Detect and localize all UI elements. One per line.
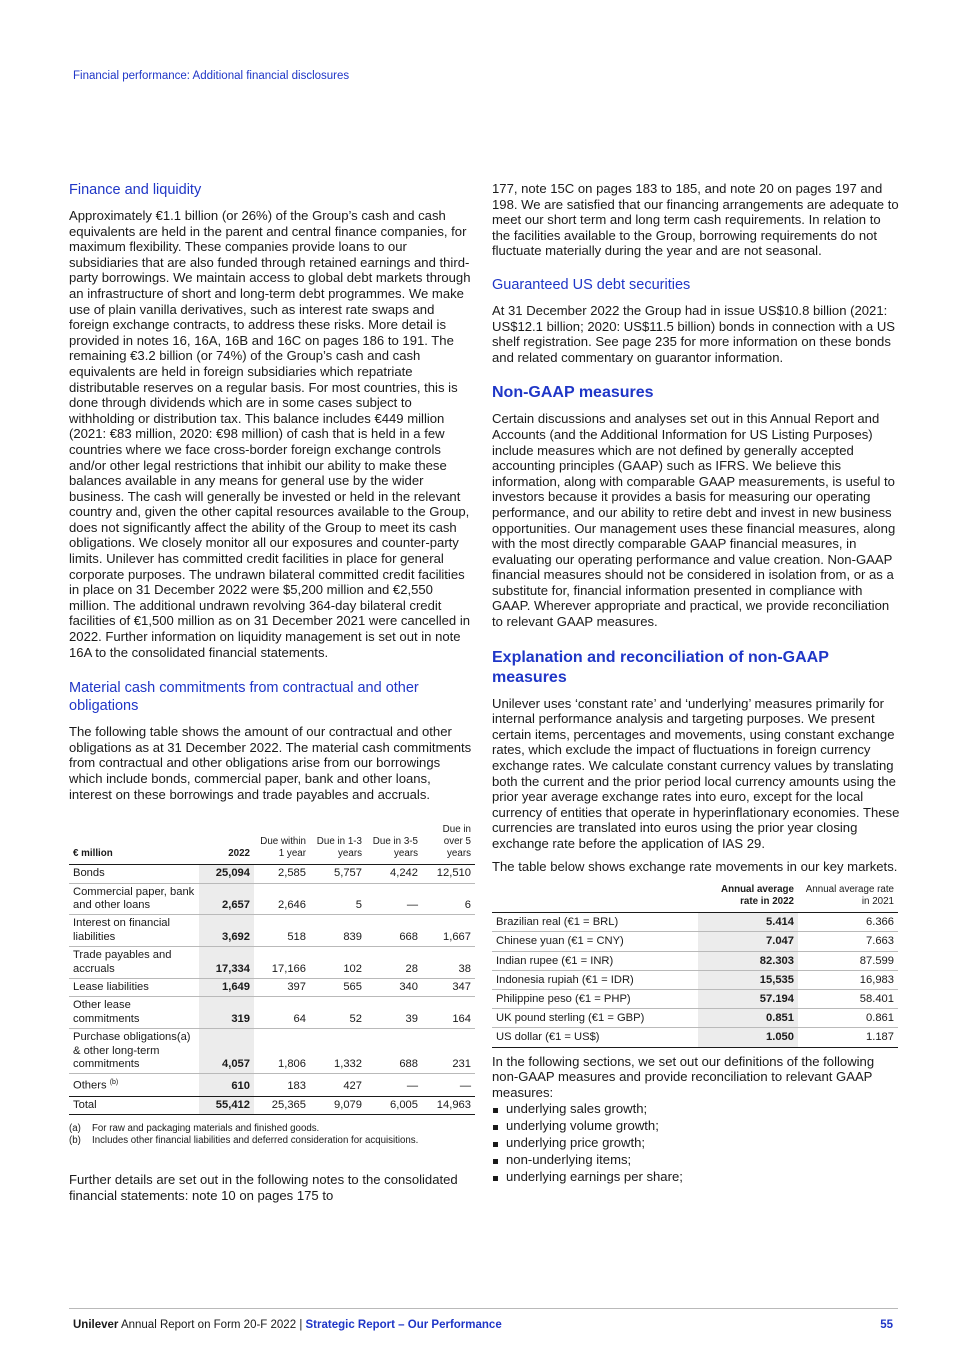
row-label: Total — [69, 1096, 199, 1114]
list-item — [492, 1117, 900, 1134]
finance-body: Approximately €1.1 billion (or 26%) of the Group’s cash and cash equivalents are held in the parent and central finance companies, for maximum flexibility. These companies provide loans to our subsidiaries that are also funded through retained earnings and third-party borrowings. We maintain access to global debt markets through an infrastructure of short and long-term debt programmes. We make use of plain vanilla derivatives, such as interest rate swaps and foreign exchange contracts, to address these risks. More detail is provided in notes 16, 16A, 16B and 16C on pages 186 to 191. The remaining €3.2 billion (or 74%) of the Group’s cash and cash equivalents are held in foreign subsidiaries which repatriate distributable reserves on a regular basis. For most countries, this is done through dividends which are in some cases subject to withholding or distribution tax. This balance includes €449 million (2021: €83 million, 2020: €98 million) of cash that is held in a few countries where we face cross-border foreign exchange controls and/or other legal restrictions that inhibit our ability to make these balances available in any means for general use by the wider business. The cash will generally be invested or held in the relevant country and, given the other capital resources available to the Group, does not significantly affect the ability of the Group to meet its cash obligations. We closely monitor all our exposures and counter-party limits. Unilever has committed credit facilities in place for general corporate purposes. The undrawn bilateral committed credit facilities in place on 31 December 2022 were $5,200 million and €2,550 million. The additional undrawn revolving 364-day bilateral credit facilities of €1,500 million as on 31 December 2021 were cancelled in 2022. Further information on liquidity management is set out in note 16A to the consolidated financial statements. — [69, 208, 471, 660]
explanation-heading: Explanation and reconciliation of non-GAAP measures — [492, 648, 829, 686]
cell: 1,806 — [254, 1029, 310, 1074]
exchange-rate-header — [492, 884, 898, 913]
table-row — [69, 915, 475, 947]
col-header-currency — [492, 884, 698, 913]
cell: 6,005 — [366, 1096, 422, 1114]
currency-label: US dollar (€1 = US$) — [492, 1028, 698, 1047]
cell: 102 — [310, 947, 366, 979]
footer-company: Unilever — [73, 1319, 119, 1331]
row-label: Interest on financial liabilities — [69, 915, 199, 947]
table-row — [69, 865, 475, 883]
further-details: Further details are set out in the following notes to the consolidated financial statements: note 10 on pages 175 to — [69, 1172, 458, 1203]
cell: 183 — [254, 1074, 310, 1096]
rate-2022: 15,535 — [698, 970, 798, 989]
finance-heading: Finance and liquidity — [69, 182, 202, 198]
cell: 5,757 — [310, 865, 366, 883]
footnote-key: (a) — [69, 1123, 81, 1135]
cell: 427 — [310, 1074, 366, 1096]
commitments-heading: Material cash commitments from contractual and other obligations — [69, 680, 419, 715]
table-row — [492, 970, 898, 989]
cell: 397 — [254, 979, 310, 997]
rates-intro: The table below shows exchange rate movements in our key markets. — [492, 858, 898, 874]
rate-2022: 7.047 — [698, 932, 798, 951]
table-row — [492, 1028, 898, 1047]
table-row — [492, 990, 898, 1009]
cell: 668 — [366, 915, 422, 947]
row-label: Other lease commitments — [69, 997, 199, 1029]
cell: 64 — [254, 997, 310, 1029]
col-header-2021: Annual average rate in 2021 — [805, 884, 894, 908]
list-item-text: underlying sales growth; — [506, 1101, 648, 1117]
footer-section-link[interactable]: Strategic Report – Our Performance — [305, 1319, 502, 1331]
cell: 340 — [366, 979, 422, 997]
list-item — [492, 1168, 900, 1185]
bullet-icon — [493, 1125, 498, 1130]
list-item — [492, 1151, 900, 1168]
bullet-icon — [493, 1159, 498, 1164]
footer-separator: | — [299, 1319, 303, 1331]
cell: 9,079 — [310, 1096, 366, 1114]
footnote — [69, 1123, 477, 1135]
table-row — [69, 979, 475, 997]
cell: 14,963 — [422, 1096, 475, 1114]
cell: 6 — [422, 883, 475, 915]
cell: 3,692 — [199, 915, 254, 947]
cell: 1,332 — [310, 1029, 366, 1074]
cell: 28 — [366, 947, 422, 979]
currency-label: Brazilian real (€1 = BRL) — [492, 913, 698, 932]
table-footnotes — [69, 1123, 477, 1147]
cell: 52 — [310, 997, 366, 1029]
footnote-text: Includes other financial liabilities and deferred consideration for acquisitions. — [92, 1135, 419, 1147]
continued-text: 177, note 15C on pages 183 to 185, and note 20 on pages 197 and 198. We are satisfied that our financing arrangements are adequate to meet our short term and long term cash requirements. In relation to the facilities available to the Group, borrowing requirements do not fluctuate materially during the year and are not seasonal. — [492, 181, 899, 259]
list-item — [492, 1134, 900, 1151]
bullet-icon — [493, 1108, 498, 1113]
us-debt-body: At 31 December 2022 the Group had in issue US$10.8 billion (2021: US$12.1 billion; 2020: US$11.5 billion) bonds in connection with a US shelf registration. See page 235 for more information on these bonds and related commentary on guarantor information. — [492, 302, 896, 365]
row-label: Lease liabilities — [69, 979, 199, 997]
cell: 319 — [199, 997, 254, 1029]
cell: 565 — [310, 979, 366, 997]
rate-2021: 58.401 — [798, 990, 898, 1009]
list-item — [492, 1100, 900, 1117]
footer — [73, 1319, 502, 1331]
table-row — [69, 1074, 475, 1096]
measures-list — [492, 1100, 900, 1185]
cell: — — [366, 1074, 422, 1096]
col-header-2022: 2022 — [228, 848, 250, 860]
footnote — [69, 1135, 477, 1147]
col-header-over-5: Due in over 5 years — [442, 824, 471, 860]
cell: 4,242 — [366, 865, 422, 883]
exchange-rate-table — [492, 884, 898, 1047]
commitments-table-header — [69, 824, 475, 865]
cell: 2,646 — [254, 883, 310, 915]
cell: 55,412 — [199, 1096, 254, 1114]
col-header-3-5: Due in 3-5 years — [372, 836, 418, 860]
bullet-icon — [493, 1142, 498, 1147]
row-label-text: Others — [73, 1080, 107, 1093]
left-column — [69, 181, 477, 1219]
cell: 839 — [310, 915, 366, 947]
row-label: Purchase obligations(a) & other long-term commitments — [69, 1029, 199, 1074]
nongaap-heading: Non-GAAP measures — [492, 384, 654, 402]
page-number: 55 — [880, 1319, 893, 1331]
footnote-marker: (b) — [109, 1079, 119, 1087]
cell: 688 — [366, 1029, 422, 1074]
rate-2022: 82.303 — [698, 951, 798, 970]
cell: 610 — [199, 1074, 254, 1096]
list-item-text: underlying volume growth; — [506, 1118, 659, 1134]
cell: 4,057 — [199, 1029, 254, 1074]
col-header-2022: Annual average rate in 2022 — [721, 884, 794, 908]
list-item-text: underlying earnings per share; — [506, 1169, 683, 1185]
table-row — [69, 883, 475, 915]
nongaap-body: Certain discussions and analyses set out in this Annual Report and Accounts (and the Additional Information for US Listing Purposes) include measures which are not defined by generally accepted accounting principles (GAAP) such as IFRS. We believe this information, along with comparable GAAP measurements, is useful to investors because it provides a basis for measuring our operating performance, and our ability to retire debt and invest in new business opportunities. Our management uses these financial measures, along with the most directly comparable GAAP financial measures, in evaluating our operating performance and value creation. Non-GAAP financial measures should not be considered in isolation from, or as a substitute for, financial information presented in compliance with GAAP. Wherever appropriate and practical, we provide reconciliation to relevant GAAP measures. — [492, 411, 896, 630]
footnote-key: (b) — [69, 1135, 81, 1147]
row-label: Bonds — [69, 865, 199, 883]
table-row — [492, 1009, 898, 1028]
breadcrumb: Financial performance: Additional financial disclosures — [73, 70, 350, 82]
cell: 518 — [254, 915, 310, 947]
currency-label: Chinese yuan (€1 = CNY) — [492, 932, 698, 951]
us-debt-heading: Guaranteed US debt securities — [492, 276, 691, 293]
rate-2021: 7.663 — [798, 932, 898, 951]
row-label: Trade payables and accruals — [69, 947, 199, 979]
footer-divider — [69, 1308, 898, 1309]
currency-label: Indonesia rupiah (€1 = IDR) — [492, 970, 698, 989]
rate-2021: 0.861 — [798, 1009, 898, 1028]
table-row — [69, 1029, 475, 1074]
cell: 164 — [422, 997, 475, 1029]
list-item-text: underlying price growth; — [506, 1135, 646, 1151]
currency-label: Philippine peso (€1 = PHP) — [492, 990, 698, 1009]
commitments-table — [69, 824, 475, 1115]
cell: 17,334 — [199, 947, 254, 979]
cell: 25,365 — [254, 1096, 310, 1114]
table-row — [69, 947, 475, 979]
cell: 5 — [310, 883, 366, 915]
cell: 25,094 — [199, 865, 254, 883]
list-item-text: non-underlying items; — [506, 1152, 632, 1168]
rate-2022: 0.851 — [698, 1009, 798, 1028]
cell: 17,166 — [254, 947, 310, 979]
col-header-within-1: Due within 1 year — [260, 836, 306, 860]
table-row — [492, 932, 898, 951]
cell: 38 — [422, 947, 475, 979]
col-header-1-3: Due in 1-3 years — [316, 836, 362, 860]
bullet-icon — [493, 1176, 498, 1181]
table-row — [492, 913, 898, 932]
cell: 39 — [366, 997, 422, 1029]
footnote-text: For raw and packaging materials and finished goods. — [92, 1123, 320, 1135]
table-row — [492, 951, 898, 970]
commitments-intro: The following table shows the amount of our contractual and other obligations as at 31 December 2022. The material cash commitments from contractual and other obligations arise from our borrowings which include bonds, commercial paper, bank and other loans, interest on these borrowings and trade payables and accruals. — [69, 724, 472, 802]
row-label: Commercial paper, bank and other loans — [69, 883, 199, 915]
rate-2021: 6.366 — [798, 913, 898, 932]
currency-label: Indian rupee (€1 = INR) — [492, 951, 698, 970]
sections-intro: In the following sections, we set out our definitions of the following non-GAAP measures and provide reconciliation to relevant GAAP measures: — [492, 1053, 875, 1100]
explanation-body: Unilever uses ‘constant rate’ and ‘underlying’ measures primarily for internal performance analysis and targeting purposes. We present certain items, percentages and movements, using constant exchange rates, which exclude the impact of fluctuations in foreign currency exchange rates. We calculate constant currency values by translating both the current and the prior period local currency amounts using the prior year average exchange rates into euro, except for the local currency of entities that operate in hyperinflationary economies. These currencies are translated into euros using the prior year closing exchange rate before the application of IAS 29. — [492, 695, 900, 851]
cell: 1,667 — [422, 915, 475, 947]
table-total-row — [69, 1096, 475, 1114]
col-header-label: € million — [73, 848, 113, 860]
rate-2021: 87.599 — [798, 951, 898, 970]
cell: 1,649 — [199, 979, 254, 997]
currency-label: UK pound sterling (€1 = GBP) — [492, 1009, 698, 1028]
cell: 231 — [422, 1029, 475, 1074]
rate-2021: 16,983 — [798, 970, 898, 989]
right-column — [492, 181, 900, 1185]
cell: — — [422, 1074, 475, 1096]
row-label — [69, 1074, 199, 1096]
cell: 347 — [422, 979, 475, 997]
cell: 2,657 — [199, 883, 254, 915]
table-row — [69, 997, 475, 1029]
rate-2022: 5.414 — [698, 913, 798, 932]
cell: 12,510 — [422, 865, 475, 883]
rate-2022: 57.194 — [698, 990, 798, 1009]
rate-2021: 1.187 — [798, 1028, 898, 1047]
footer-report: Annual Report on Form 20-F 2022 — [120, 1319, 297, 1331]
cell: — — [366, 883, 422, 915]
cell: 2,585 — [254, 865, 310, 883]
rate-2022: 1.050 — [698, 1028, 798, 1047]
